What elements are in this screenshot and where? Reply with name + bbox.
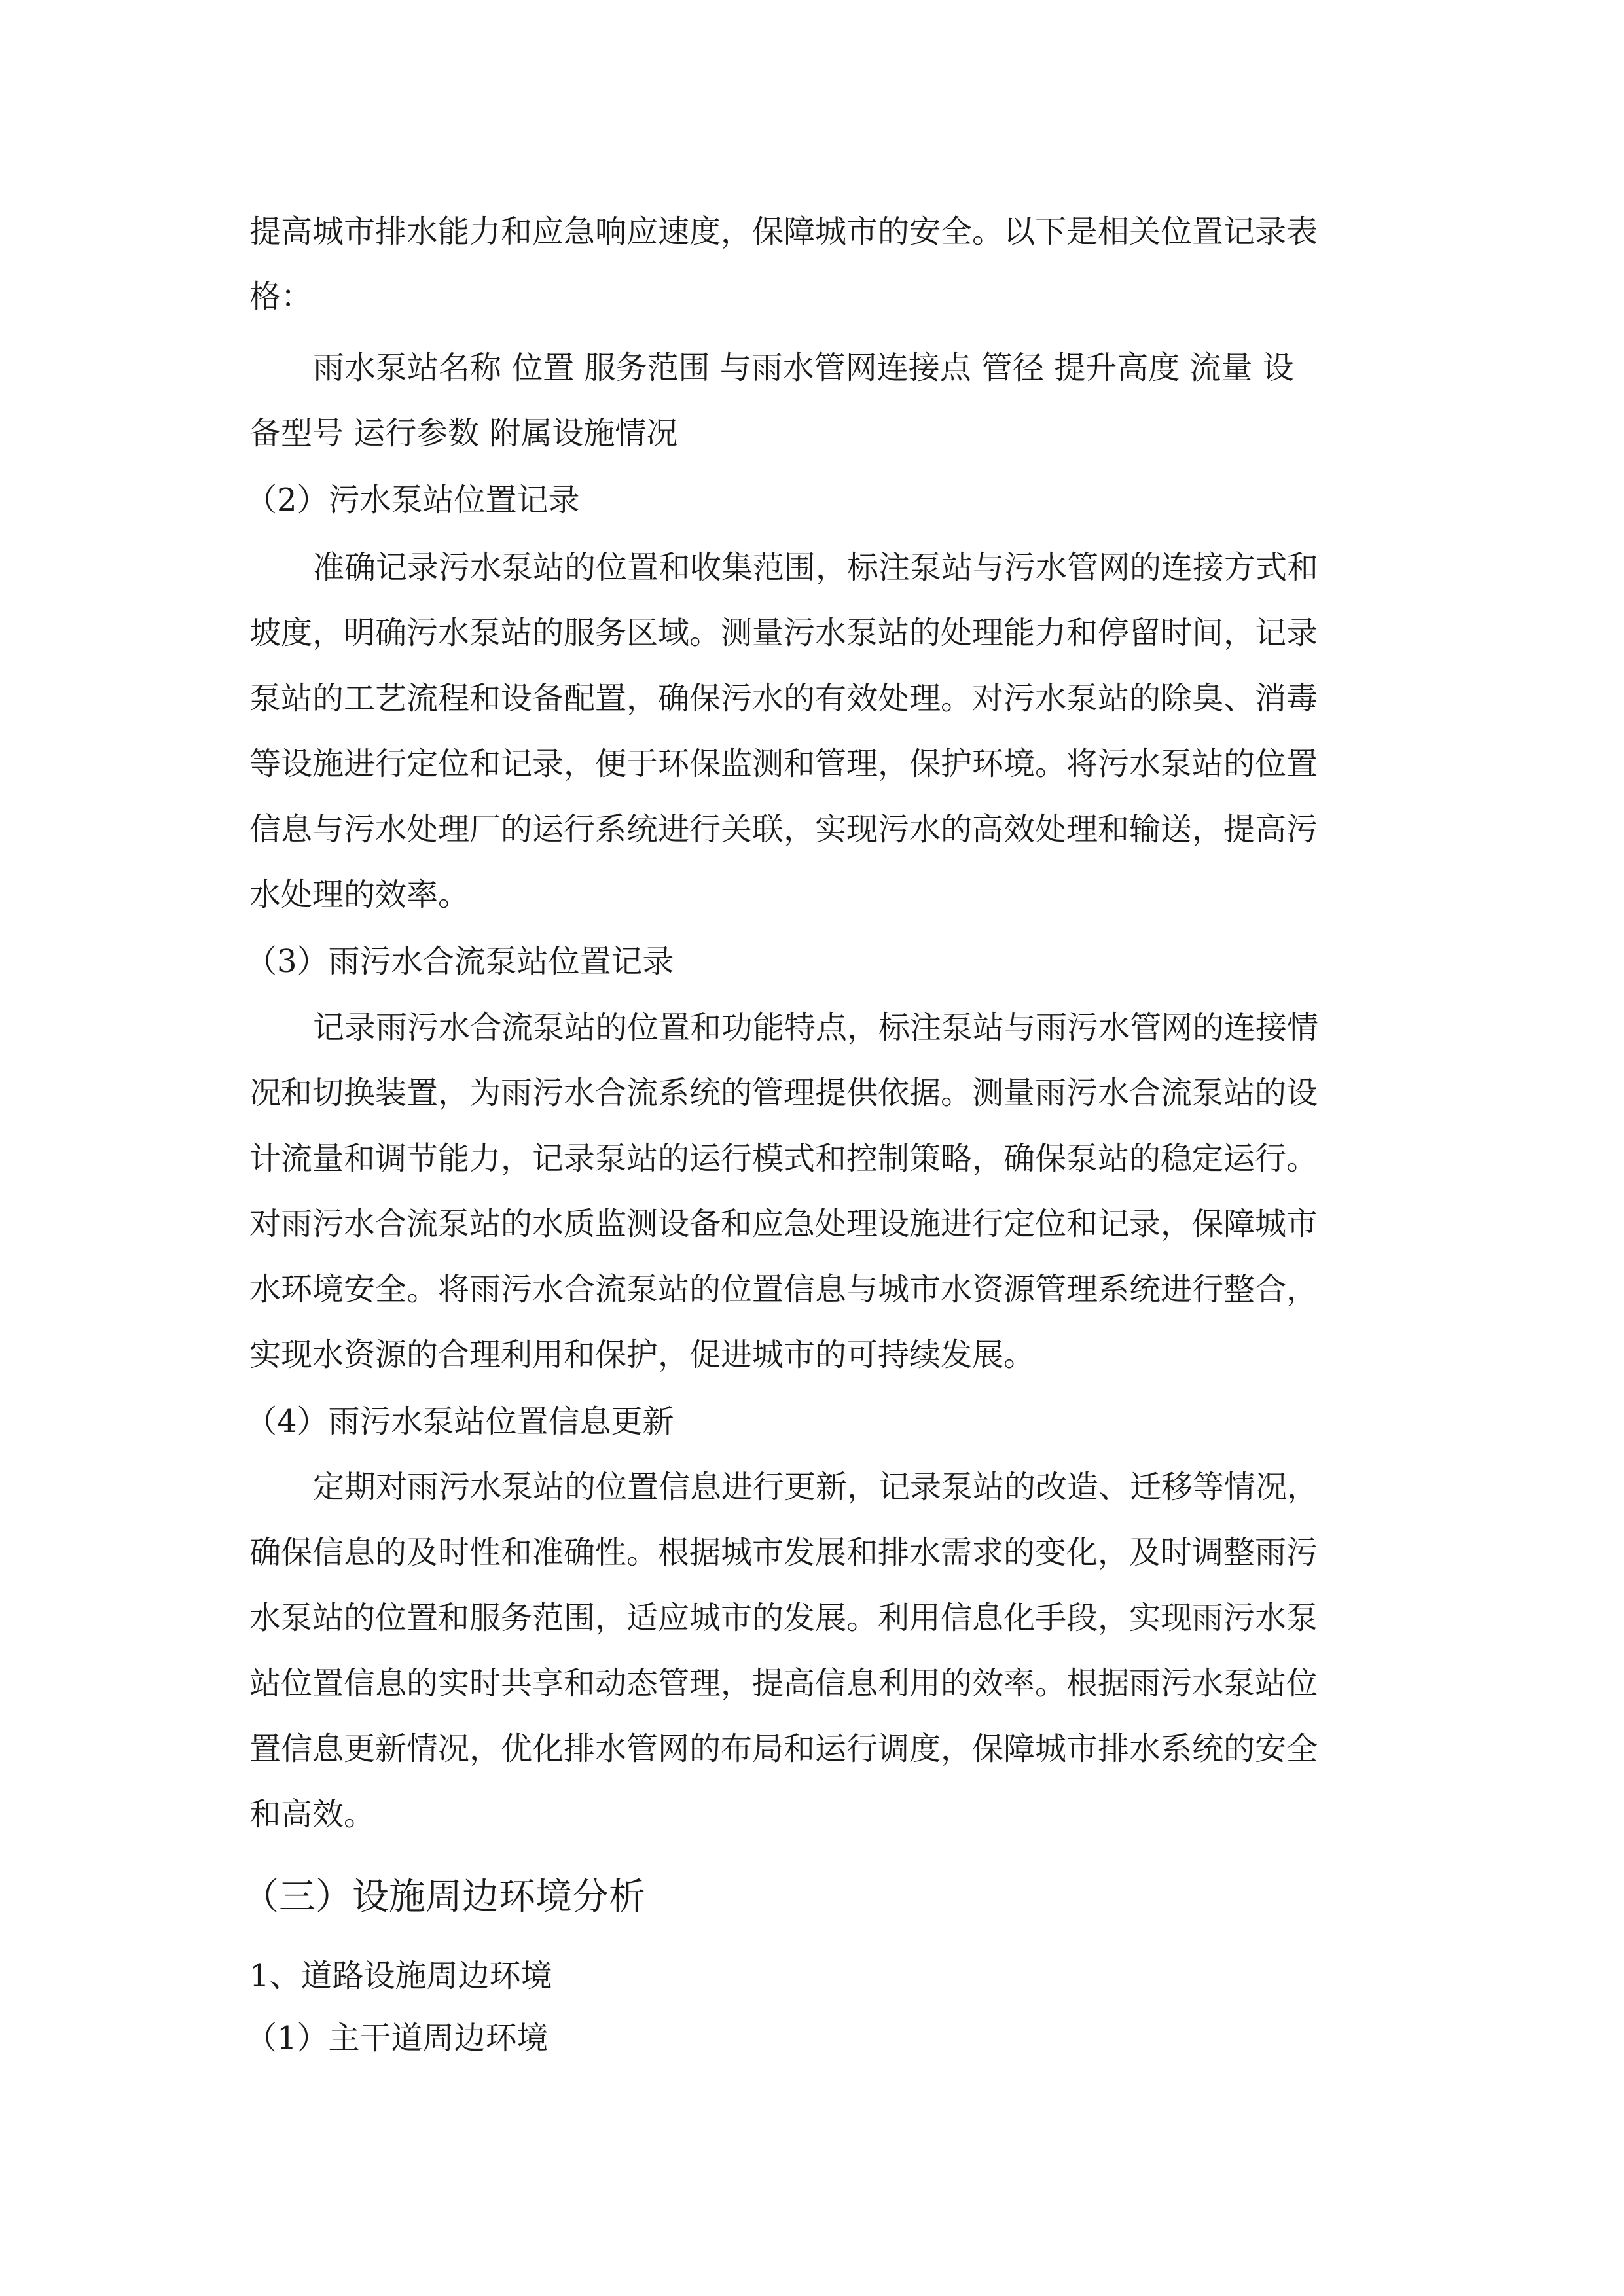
subheading: （2）污水泵站位置记录 <box>245 482 580 518</box>
paragraph-line: 记录雨污水合流泵站的位置和功能特点，标注泵站与雨污水管网的连接情 <box>313 1009 1319 1046</box>
paragraph-line: 水环境安全。将雨污水合流泵站的位置信息与城市水资源管理系统进行整合， <box>249 1271 1318 1308</box>
paragraph-line: 坡度，明确污水泵站的服务区域。测量污水泵站的处理能力和停留时间，记录 <box>249 615 1318 651</box>
paragraph-line: 格： <box>249 278 313 315</box>
paragraph-line: 准确记录污水泵站的位置和收集范围，标注泵站与污水管网的连接方式和 <box>313 549 1319 586</box>
paragraph-line: 水处理的效率。 <box>249 876 470 913</box>
paragraph-line: 对雨污水合流泵站的水质监测设备和应急处理设施进行定位和记录，保障城市 <box>249 1206 1318 1242</box>
paragraph-line: 置信息更新情况，优化排水管网的布局和运行调度，保障城市排水系统的安全 <box>249 1731 1318 1767</box>
paragraph-line: 确保信息的及时性和准确性。根据城市发展和排水需求的变化，及时调整雨污 <box>249 1534 1318 1571</box>
heading: 1、道路设施周边环境 <box>249 1958 552 1994</box>
paragraph-line: 雨水泵站名称 位置 服务范围 与雨水管网连接点 管径 提升高度 流量 设 <box>313 350 1294 386</box>
paragraph-line: 泵站的工艺流程和设备配置，确保污水的有效处理。对污水泵站的除臭、消毒 <box>249 680 1318 717</box>
subheading: （4）雨污水泵站位置信息更新 <box>245 1403 674 1440</box>
paragraph-line: 备型号 运行参数 附属设施情况 <box>249 415 678 452</box>
paragraph-line: 等设施进行定位和记录，便于环保监测和管理，保护环境。将污水泵站的位置 <box>249 745 1318 782</box>
paragraph-line: 定期对雨污水泵站的位置信息进行更新，记录泵站的改造、迁移等情况， <box>313 1469 1319 1505</box>
paragraph-line: 信息与污水处理厂的运行系统进行关联，实现污水的高效处理和输送，提高污 <box>249 811 1318 848</box>
paragraph-line: 计流量和调节能力，记录泵站的运行模式和控制策略，确保泵站的稳定运行。 <box>249 1140 1318 1177</box>
paragraph-line: 和高效。 <box>249 1796 376 1833</box>
section-heading: （三）设施周边环境分析 <box>242 1876 645 1918</box>
paragraph-line: 站位置信息的实时共享和动态管理，提高信息利用的效率。根据雨污水泵站位 <box>249 1665 1318 1702</box>
paragraph-line: 水泵站的位置和服务范围，适应城市的发展。利用信息化手段，实现雨污水泵 <box>249 1600 1318 1636</box>
subheading: （3）雨污水合流泵站位置记录 <box>245 943 674 980</box>
paragraph-line: 况和切换装置，为雨污水合流系统的管理提供依据。测量雨污水合流泵站的设 <box>249 1075 1318 1111</box>
paragraph-line: 提高城市排水能力和应急响应速度，保障城市的安全。以下是相关位置记录表 <box>249 213 1318 250</box>
subheading: （1）主干道周边环境 <box>245 2020 549 2056</box>
paragraph-line: 实现水资源的合理利用和保护，促进城市的可持续发展。 <box>249 1336 1036 1373</box>
